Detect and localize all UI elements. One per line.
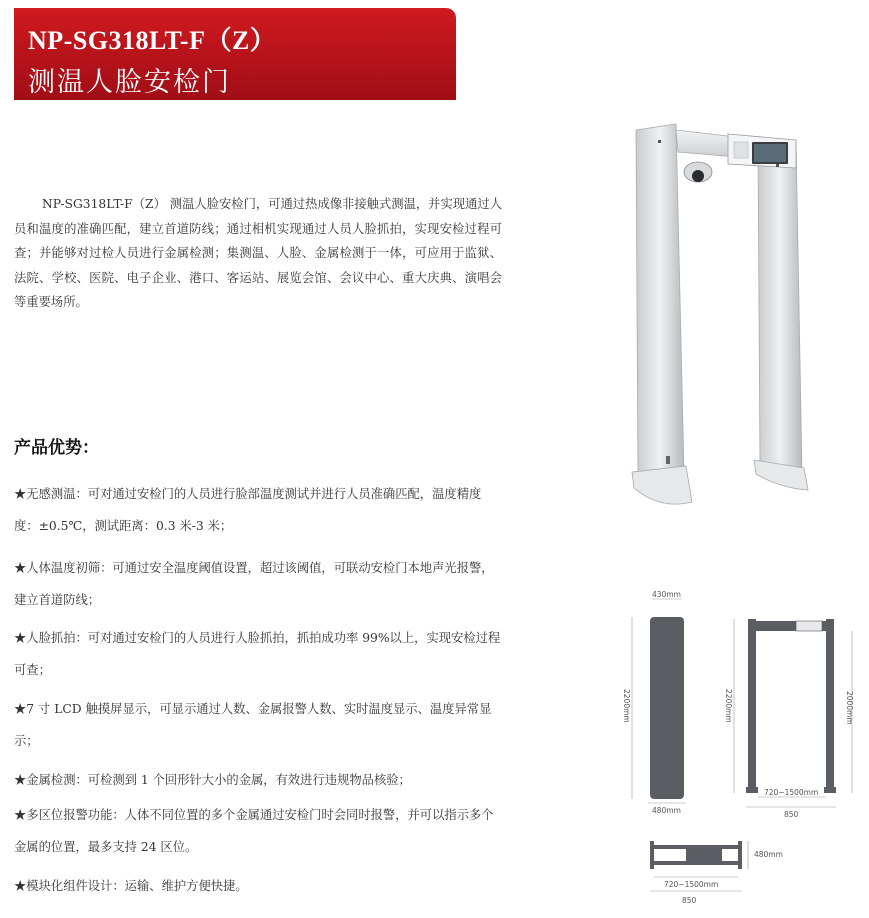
top-inner-width-label: 720~1500mm <box>664 880 719 889</box>
side-top-width-label: 430mm <box>652 590 681 599</box>
front-outer-width-label: 850 <box>784 810 799 819</box>
feature-item: ★无感测温：可对通过安检门的人员进行脸部温度测试并进行人员准确匹配，温度精度度：±0.5℃，测试距离：0.3 米-3 米； <box>14 487 482 533</box>
front-height-label: 2200mm <box>724 689 733 723</box>
advantages-heading: 产品优势： <box>14 438 99 458</box>
feature-item: ★人脸抓拍：可对通过安检门的人员进行人脸抓拍，抓拍成功率 99%以上，实现安检过程可查； <box>14 631 501 677</box>
product-name: 测温人脸安检门 <box>28 67 231 98</box>
feature-item: ★金属检测：可检测到 1 个回形针大小的金属，有效进行违规物品核验； <box>14 773 411 787</box>
front-inner-width-label: 720~1500mm <box>764 788 819 797</box>
feature-item: ★7 寸 LCD 触摸屏显示，可显示通过人数、金属报警人数、实时温度显示、温度异常显示； <box>14 702 492 748</box>
dimension-drawing <box>600 585 869 915</box>
top-outer-width-label: 850 <box>682 896 697 905</box>
side-height-label: 2200mm <box>622 689 631 723</box>
top-depth-label: 480mm <box>754 850 783 859</box>
feature-item: ★多区位报警功能：人体不同位置的多个金属通过安检门时会同时报警，并可以指示多个金属的位置，最多支持 24 区位。 <box>14 808 494 854</box>
side-bottom-width-label: 480mm <box>652 806 681 815</box>
product-photo <box>600 110 860 530</box>
intro-paragraph: NP-SG318LT-F（Z） 测温人脸安检门，可通过热成像非接触式测温，并实现通过人员和温度的准确匹配，建立首道防线；通过相机实现通过人员人脸抓拍，实现安检过程可查；并能够对过检人员进行金属检测；集测温、人脸、金属检测于一体，可应用于监狱、法院、学校、医院、电子企业、港口、客运站、展览会馆、会议中心、重大庆典、演唱会等重要场所。 <box>14 197 502 309</box>
title-banner <box>14 8 456 100</box>
feature-item: ★人体温度初筛：可通过安全温度阈值设置，超过该阈值，可联动安检门本地声光报警，建立首道防线； <box>14 561 494 607</box>
model-number: NP-SG318LT-F（Z） <box>28 26 277 55</box>
front-inner-height-label: 2000mm <box>845 691 854 725</box>
feature-item: ★模块化组件设计：运输、维护方便快捷。 <box>14 879 248 893</box>
